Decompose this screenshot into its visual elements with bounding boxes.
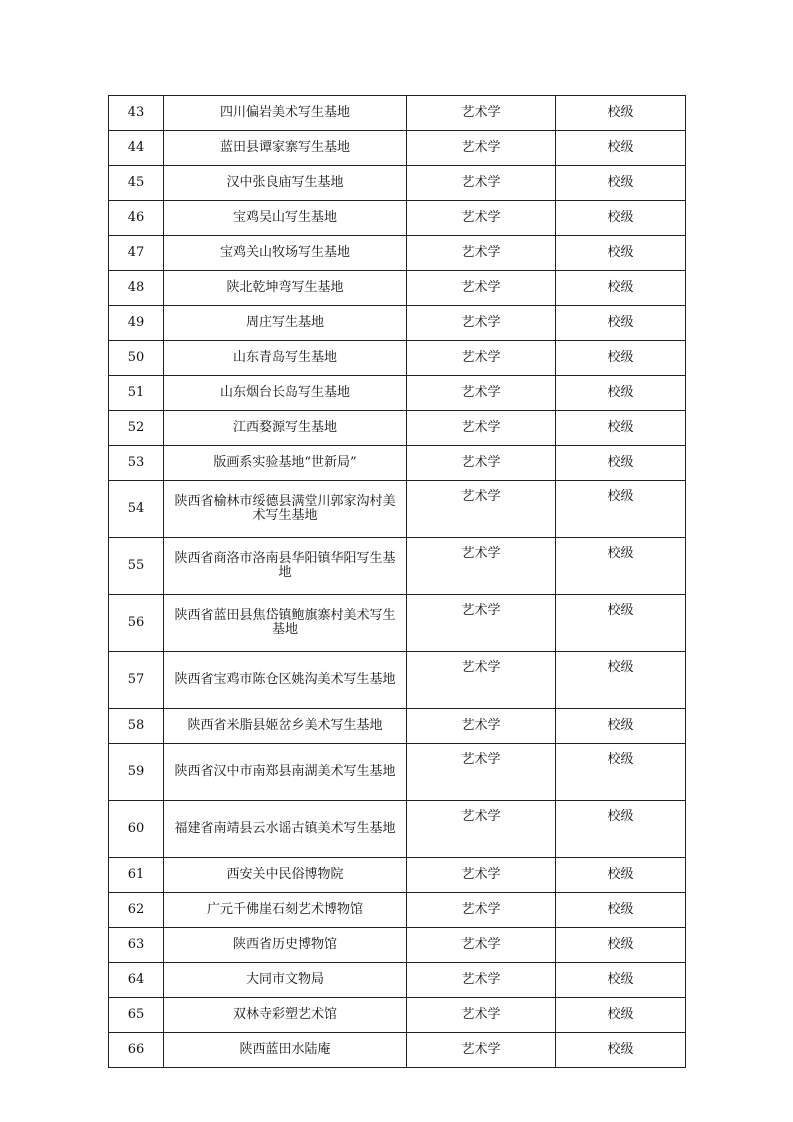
level: 校级 [556, 595, 686, 652]
base-name: 江西婺源写生基地 [164, 411, 407, 446]
discipline: 艺术学 [407, 481, 556, 538]
level: 校级 [556, 801, 686, 858]
row-number: 54 [109, 481, 164, 538]
base-name: 版画系实验基地“世新局” [164, 446, 407, 481]
row-number: 56 [109, 595, 164, 652]
table-row [109, 538, 686, 595]
level: 校级 [556, 998, 686, 1033]
table-row [109, 131, 686, 166]
level: 校级 [556, 166, 686, 201]
discipline: 艺术学 [407, 446, 556, 481]
table-row [109, 271, 686, 306]
table-row [109, 744, 686, 801]
base-name: 陕西省商洛市洛南县华阳镇华阳写生基地 [164, 538, 407, 595]
table-row [109, 411, 686, 446]
table-row [109, 166, 686, 201]
base-name: 陕西省榆林市绥德县满堂川郭家沟村美术写生基地 [164, 481, 407, 538]
row-number: 66 [109, 1033, 164, 1068]
level: 校级 [556, 341, 686, 376]
base-name: 山东烟台长岛写生基地 [164, 376, 407, 411]
table-row [109, 858, 686, 893]
discipline: 艺术学 [407, 341, 556, 376]
discipline: 艺术学 [407, 595, 556, 652]
level: 校级 [556, 963, 686, 998]
discipline: 艺术学 [407, 236, 556, 271]
base-name: 西安关中民俗博物院 [164, 858, 407, 893]
row-number: 65 [109, 998, 164, 1033]
discipline: 艺术学 [407, 928, 556, 963]
level: 校级 [556, 893, 686, 928]
base-name: 陕北乾坤弯写生基地 [164, 271, 407, 306]
table-row [109, 998, 686, 1033]
table-row [109, 306, 686, 341]
level: 校级 [556, 481, 686, 538]
discipline: 艺术学 [407, 306, 556, 341]
row-number: 58 [109, 709, 164, 744]
table-row [109, 481, 686, 538]
row-number: 48 [109, 271, 164, 306]
discipline: 艺术学 [407, 744, 556, 801]
discipline: 艺术学 [407, 96, 556, 131]
base-name: 陕西省汉中市南郑县南湖美术写生基地 [164, 744, 407, 801]
level: 校级 [556, 306, 686, 341]
base-name: 陕西省蓝田县焦岱镇鲍旗寨村美术写生基地 [164, 595, 407, 652]
level: 校级 [556, 446, 686, 481]
base-name: 周庄写生基地 [164, 306, 407, 341]
row-number: 63 [109, 928, 164, 963]
table-row [109, 595, 686, 652]
base-name: 汉中张良庙写生基地 [164, 166, 407, 201]
level: 校级 [556, 709, 686, 744]
row-number: 46 [109, 201, 164, 236]
table-row [109, 376, 686, 411]
discipline: 艺术学 [407, 963, 556, 998]
level: 校级 [556, 96, 686, 131]
discipline: 艺术学 [407, 893, 556, 928]
table-row [109, 446, 686, 481]
table-row [109, 709, 686, 744]
table-body [109, 96, 686, 1068]
base-name: 大同市文物局 [164, 963, 407, 998]
discipline: 艺术学 [407, 376, 556, 411]
discipline: 艺术学 [407, 201, 556, 236]
table-row [109, 928, 686, 963]
row-number: 52 [109, 411, 164, 446]
level: 校级 [556, 652, 686, 709]
table-row [109, 893, 686, 928]
base-name: 四川偏岩美术写生基地 [164, 96, 407, 131]
discipline: 艺术学 [407, 538, 556, 595]
row-number: 45 [109, 166, 164, 201]
row-number: 51 [109, 376, 164, 411]
level: 校级 [556, 271, 686, 306]
base-name: 陕西省历史博物馆 [164, 928, 407, 963]
row-number: 49 [109, 306, 164, 341]
discipline: 艺术学 [407, 998, 556, 1033]
discipline: 艺术学 [407, 709, 556, 744]
row-number: 62 [109, 893, 164, 928]
level: 校级 [556, 236, 686, 271]
base-name: 双林寺彩塑艺术馆 [164, 998, 407, 1033]
base-name: 宝鸡关山牧场写生基地 [164, 236, 407, 271]
level: 校级 [556, 1033, 686, 1068]
row-number: 60 [109, 801, 164, 858]
base-name: 陕西省米脂县姬岔乡美术写生基地 [164, 709, 407, 744]
base-name: 蓝田县谭家寨写生基地 [164, 131, 407, 166]
level: 校级 [556, 538, 686, 595]
table-row [109, 96, 686, 131]
row-number: 53 [109, 446, 164, 481]
discipline: 艺术学 [407, 1033, 556, 1068]
level: 校级 [556, 744, 686, 801]
bases-table [108, 95, 686, 1068]
base-name: 陕西蓝田水陆庵 [164, 1033, 407, 1068]
discipline: 艺术学 [407, 858, 556, 893]
discipline: 艺术学 [407, 801, 556, 858]
discipline: 艺术学 [407, 166, 556, 201]
level: 校级 [556, 858, 686, 893]
table-row [109, 652, 686, 709]
level: 校级 [556, 928, 686, 963]
discipline: 艺术学 [407, 271, 556, 306]
level: 校级 [556, 201, 686, 236]
table-row [109, 801, 686, 858]
row-number: 64 [109, 963, 164, 998]
table-row [109, 201, 686, 236]
table-row [109, 963, 686, 998]
base-name: 宝鸡吴山写生基地 [164, 201, 407, 236]
base-name: 山东青岛写生基地 [164, 341, 407, 376]
row-number: 50 [109, 341, 164, 376]
row-number: 59 [109, 744, 164, 801]
base-name: 陕西省宝鸡市陈仓区姚沟美术写生基地 [164, 652, 407, 709]
row-number: 47 [109, 236, 164, 271]
row-number: 44 [109, 131, 164, 166]
base-name: 广元千佛崖石刻艺术博物馆 [164, 893, 407, 928]
table-row [109, 341, 686, 376]
level: 校级 [556, 131, 686, 166]
base-name: 福建省南靖县云水谣古镇美术写生基地 [164, 801, 407, 858]
row-number: 55 [109, 538, 164, 595]
level: 校级 [556, 376, 686, 411]
level: 校级 [556, 411, 686, 446]
discipline: 艺术学 [407, 652, 556, 709]
table-row [109, 1033, 686, 1068]
row-number: 57 [109, 652, 164, 709]
row-number: 43 [109, 96, 164, 131]
discipline: 艺术学 [407, 411, 556, 446]
discipline: 艺术学 [407, 131, 556, 166]
table-row [109, 236, 686, 271]
row-number: 61 [109, 858, 164, 893]
